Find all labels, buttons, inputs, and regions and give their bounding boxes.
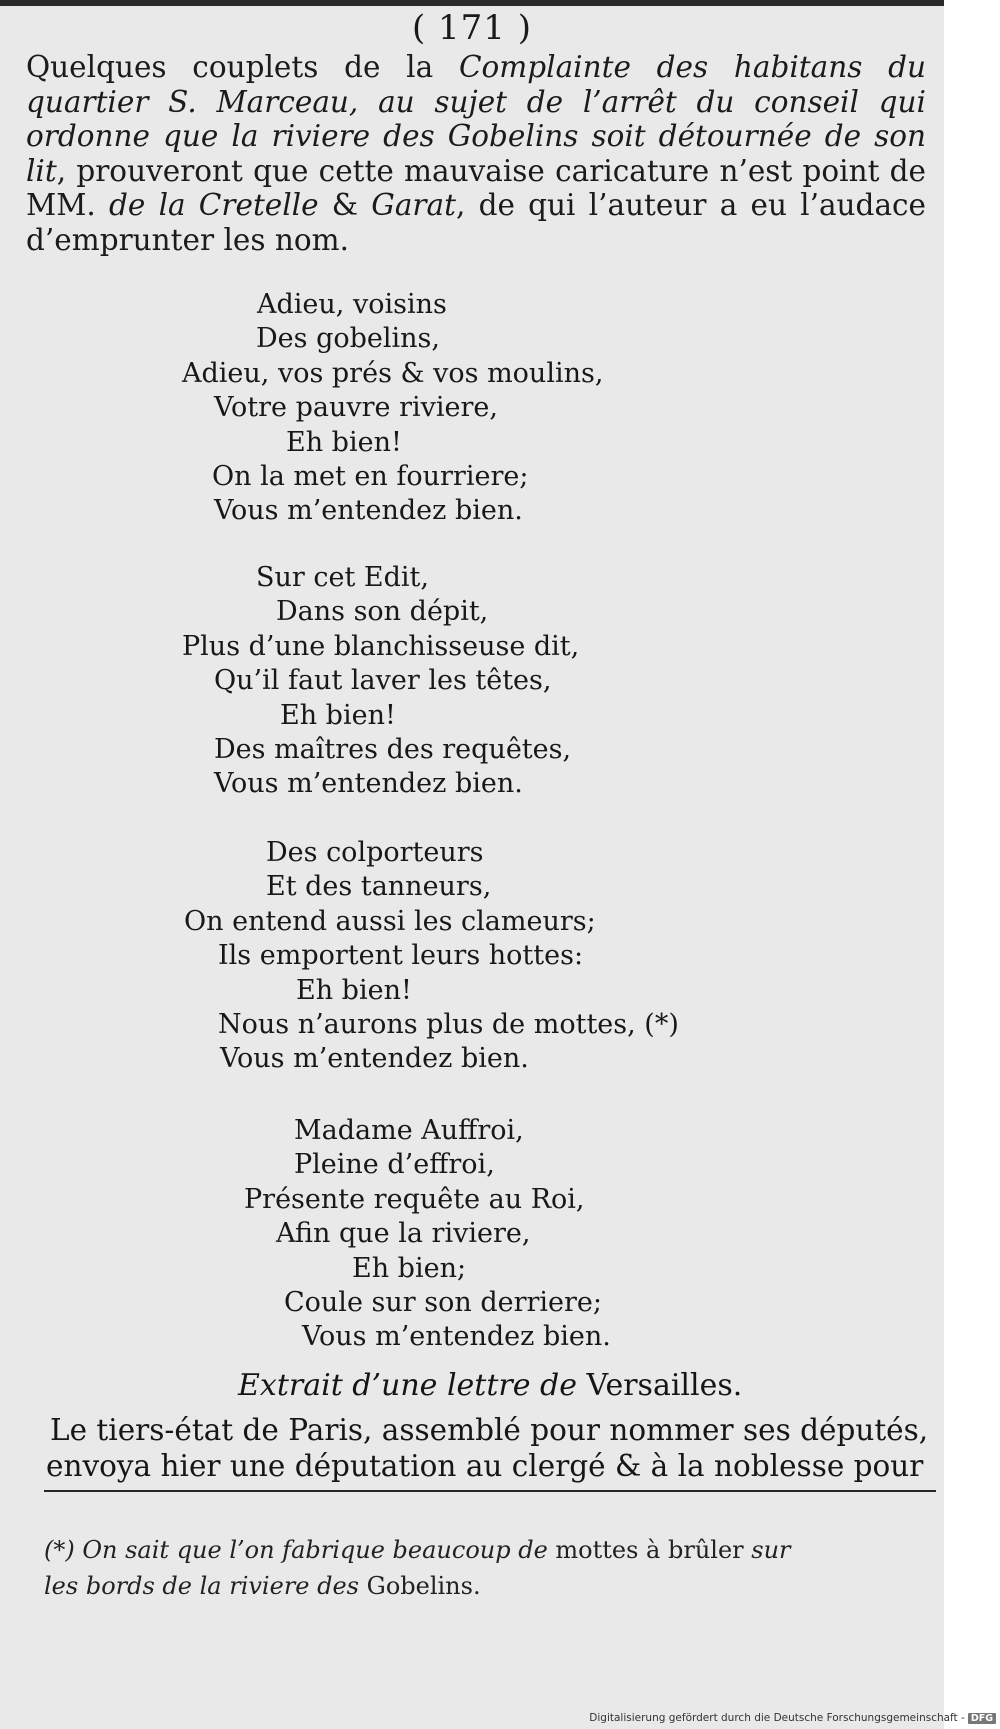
section-heading-italic: Extrait d’une lettre de (238, 1368, 587, 1403)
verse-line: Présente requête au Roi, (244, 1183, 585, 1215)
intro-text-2: , prouveront que cette mauvaise caricature n’est point de MM. (26, 153, 926, 222)
verse-line: Eh bien! (286, 426, 402, 458)
verse-line: Ils emportent leurs hottes: (218, 940, 584, 972)
verse-line: Des colporteurs (266, 837, 484, 868)
stanza-3 (184, 836, 679, 1077)
verse-line: On entend aussi les clameurs; (184, 905, 596, 937)
verse-line: Adieu, voisins (257, 289, 447, 320)
digitization-credit (589, 1712, 996, 1724)
intro-ampersand: & (318, 188, 372, 222)
credit-text: Digitalisierung gefördert durch die Deutsche Forschungsgemeinschaft - (589, 1712, 965, 1724)
verse-line: Adieu, vos prés & vos moulins, (182, 357, 604, 389)
dfg-logo: DFG (968, 1713, 996, 1724)
footnote-text-3: les bords de la riviere des (44, 1572, 367, 1600)
intro-name-garat: Garat (371, 188, 456, 222)
verse-line: Des maîtres des requêtes, (214, 734, 572, 766)
letter-line: Le tiers-état de Paris, assemblé pour nommer ses députés, (50, 1413, 929, 1447)
footnote-rule (44, 1490, 936, 1492)
section-heading-place: Versailles. (586, 1368, 743, 1403)
verse-line: Vous m’entendez bien. (220, 1043, 529, 1075)
verse-line: Sur cet Edit, (256, 562, 429, 593)
verse-line: Afin que la riviere, (276, 1218, 531, 1250)
intro-title-italic: Complainte des habitans du quartier S. Marceau, au sujet de l’arrêt du conseil qui ordonne que la riviere des Gobelins soit détournée de son lit (26, 50, 926, 188)
verse-line: Eh bien; (352, 1252, 467, 1284)
verse-line: Des gobelins, (256, 323, 440, 355)
intro-text-1: Quelques couplets de la (26, 50, 459, 84)
footnote-place: Gobelins. (366, 1572, 481, 1600)
verse-line: Vous m’entendez bien. (214, 495, 523, 527)
verse-line: Et des tanneurs, (266, 871, 492, 903)
footnote-line (44, 1532, 944, 1568)
intro-name-cretelle: de la Cretelle (109, 188, 319, 222)
verse-line: On la met en fourriere; (212, 461, 529, 493)
verse-line: Votre pauvre riviere, (214, 392, 498, 424)
section-heading (238, 1368, 742, 1403)
page-number: ( 171 ) (411, 8, 533, 48)
verse-line: Qu’il faut laver les têtes, (214, 665, 552, 697)
footnote-text-1: (*) On sait que l’on fabrique beaucoup de (44, 1536, 556, 1564)
verse-line: Pleine d’effroi, (294, 1149, 495, 1181)
verse-line: Nous n’aurons plus de mottes, (*) (218, 1009, 679, 1041)
letter-line: envoya hier une députation au clergé & à la noblesse pour (46, 1449, 924, 1483)
verse-line: Dans son dépit, (276, 596, 489, 628)
verse-line: Vous m’entendez bien. (302, 1321, 611, 1353)
footnote-text-2: sur (743, 1536, 791, 1564)
footnote (44, 1532, 944, 1604)
letter-excerpt (46, 1412, 942, 1484)
verse-line: Eh bien! (296, 974, 412, 1006)
verse-line: Coule sur son derriere; (284, 1287, 602, 1319)
intro-text-3: , de qui l’auteur a eu l’audace d’emprunter les nom. (26, 188, 927, 257)
footnote-term: mottes à brûler (555, 1536, 744, 1564)
stanza-2 (182, 561, 580, 802)
verse-line: Plus d’une blanchisseuse dit, (182, 630, 580, 662)
verse-line: Vous m’entendez bien. (214, 768, 523, 800)
verse-line: Madame Auffroi, (294, 1115, 524, 1146)
verse-line: Eh bien! (280, 699, 396, 731)
intro-paragraph (26, 50, 926, 257)
footnote-line (44, 1568, 944, 1604)
stanza-1 (182, 288, 604, 529)
stanza-4 (244, 1114, 611, 1355)
